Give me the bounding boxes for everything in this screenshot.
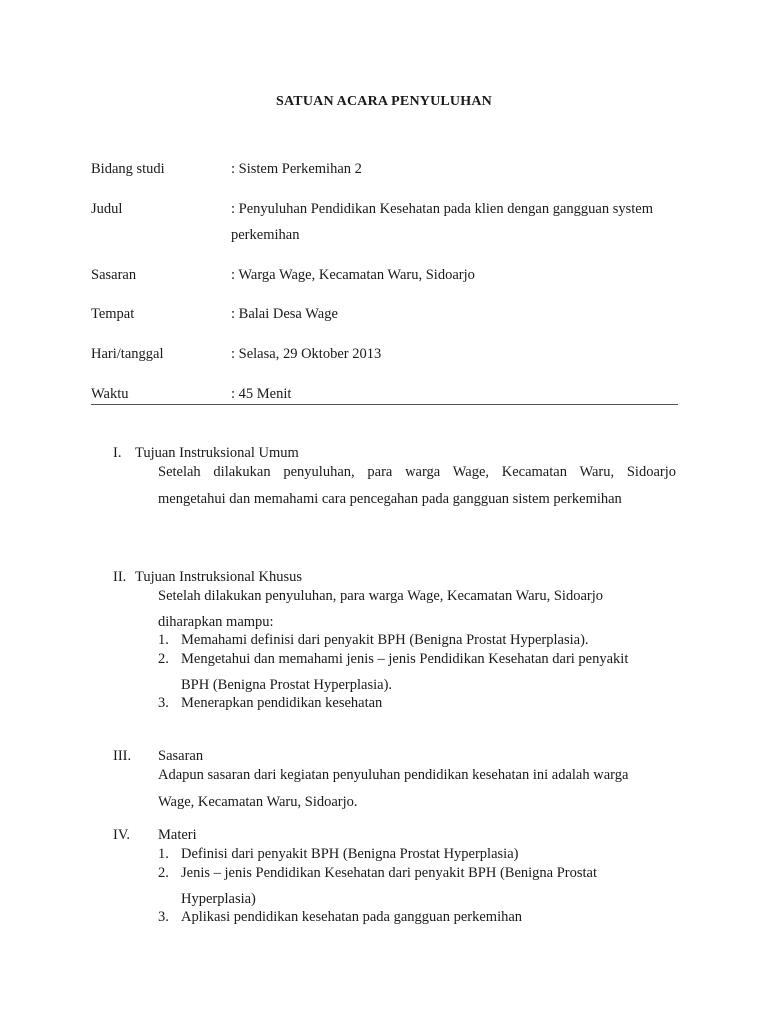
section-2-item-2-continuation: BPH (Benigna Prostat Hyperplasia). <box>181 677 393 693</box>
section-2-item-2-text: Mengetahui dan memahami jenis – jenis Pendidikan Kesehatan dari penyakit <box>181 651 629 667</box>
bidang-studi-label: Bidang studi <box>91 161 165 177</box>
section-4-item-1-text: Definisi dari penyakit BPH (Benigna Prostat Hyperplasia) <box>181 846 519 862</box>
section-2-item-1-text: Memahami definisi dari penyakit BPH (Benigna Prostat Hyperplasia). <box>181 632 589 648</box>
section-4-heading: Materi <box>158 827 197 843</box>
bidang-studi-value: : Sistem Perkemihan 2 <box>231 161 362 177</box>
tempat-label: Tempat <box>91 306 135 322</box>
sasaran-value: : Warga Wage, Kecamatan Waru, Sidoarjo <box>231 267 475 283</box>
section-4-item-2-number: 2. <box>158 865 169 881</box>
section-1-text-line2: mengetahui dan memahami cara pencegahan pada gangguan sistem perkemihan <box>158 491 622 507</box>
hari-tanggal-value: : Selasa, 29 Oktober 2013 <box>231 346 382 362</box>
judul-value-line1: : Penyuluhan Pendidikan Kesehatan pada klien dengan gangguan system <box>231 201 654 217</box>
section-2-heading: Tujuan Instruksional Khusus <box>135 569 303 585</box>
section-3-heading: Sasaran <box>158 748 204 764</box>
section-4-item-3-text: Aplikasi pendidikan kesehatan pada gangguan perkemihan <box>181 909 523 925</box>
section-4-number: IV. <box>113 827 131 843</box>
section-2-number: II. <box>113 569 127 585</box>
section-2-item-3-text: Menerapkan pendidikan kesehatan <box>181 695 383 711</box>
judul-label: Judul <box>91 201 123 217</box>
section-1-text-line1: Setelah dilakukan penyuluhan, para warga Wage, Kecamatan Waru, Sidoarjo <box>158 464 676 480</box>
section-3-text-line1: Adapun sasaran dari kegiatan penyuluhan pendidikan kesehatan ini adalah warga <box>158 767 629 783</box>
section-3-text-line2: Wage, Kecamatan Waru, Sidoarjo. <box>158 794 358 810</box>
hari-tanggal-label: Hari/tanggal <box>91 346 164 362</box>
section-3-number: III. <box>113 748 132 764</box>
section-2-text-line1: Setelah dilakukan penyuluhan, para warga Wage, Kecamatan Waru, Sidoarjo <box>158 588 603 604</box>
section-4-item-3-number: 3. <box>158 909 169 925</box>
section-2-text-line2: diharapkan mampu: <box>158 614 274 630</box>
tempat-value: : Balai Desa Wage <box>231 306 338 322</box>
waktu-value: : 45 Menit <box>231 386 292 402</box>
section-4-item-1-number: 1. <box>158 846 169 862</box>
section-1-number: I. <box>113 445 122 461</box>
section-1-heading: Tujuan Instruksional Umum <box>135 445 299 461</box>
section-2-item-2-number: 2. <box>158 651 169 667</box>
waktu-label: Waktu <box>91 386 129 402</box>
section-2-item-1-number: 1. <box>158 632 169 648</box>
section-4-item-2-continuation: Hyperplasia) <box>181 891 256 907</box>
document-title: SATUAN ACARA PENYULUHAN <box>276 94 492 109</box>
section-2-item-3-number: 3. <box>158 695 169 711</box>
judul-value-line2: perkemihan <box>231 227 300 243</box>
sasaran-label: Sasaran <box>91 267 137 283</box>
info-divider <box>91 404 678 405</box>
section-4-item-2-text: Jenis – jenis Pendidikan Kesehatan dari penyakit BPH (Benigna Prostat <box>181 865 597 881</box>
